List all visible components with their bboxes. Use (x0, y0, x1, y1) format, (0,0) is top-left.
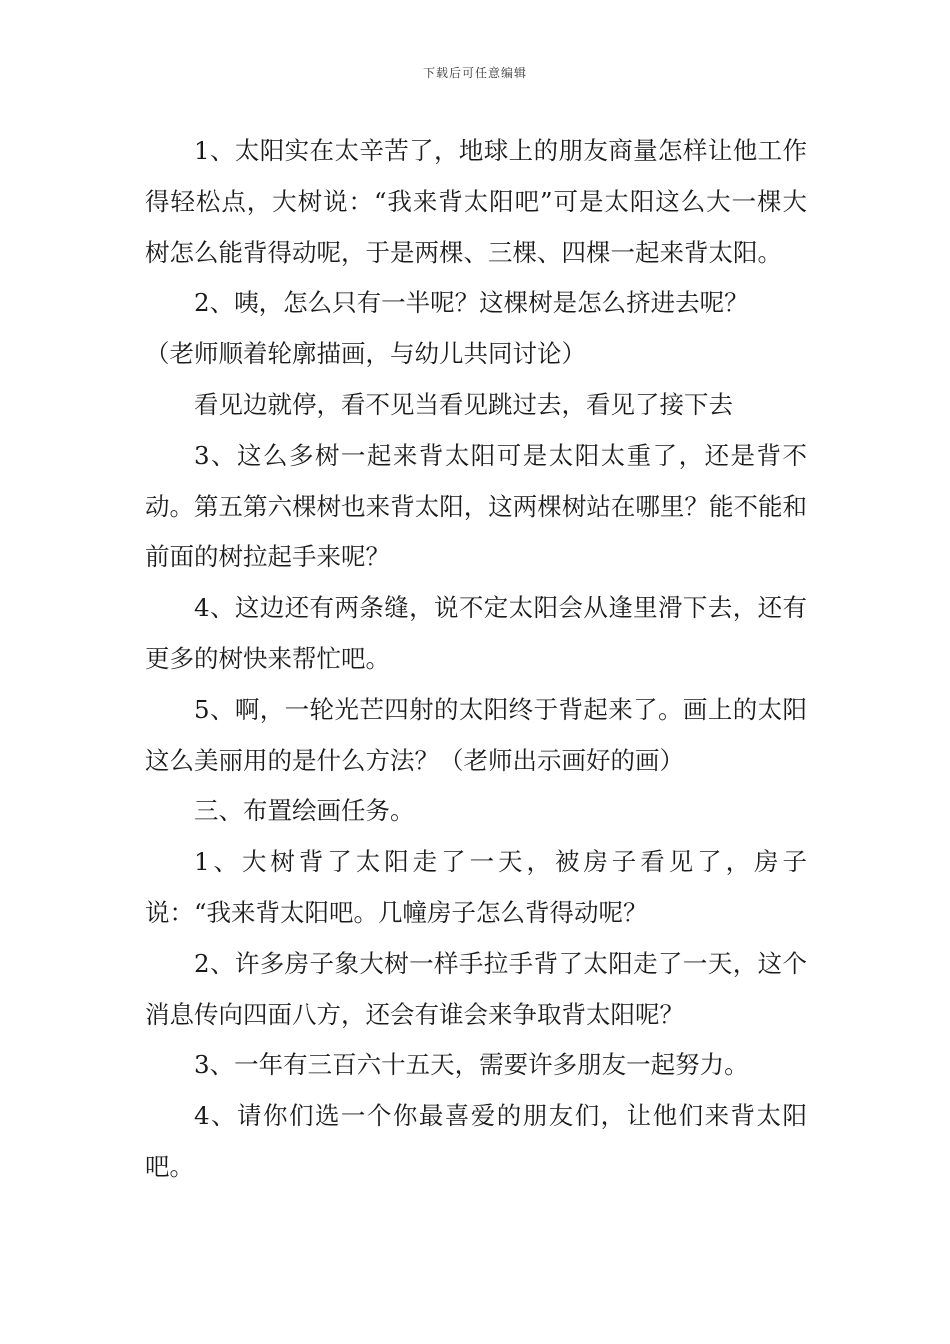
document-body (145, 126, 807, 1193)
paragraph-7: 5、啊，一轮光芒四射的太阳终于背起来了。画上的太阳这么美丽用的是什么方法？（老师出示画好的画） (145, 694, 807, 775)
paragraph-6: 4、这边还有两条缝，说不定太阳会从逢里滑下去，还有更多的树快来帮忙吧。 (145, 593, 807, 673)
paragraph-4: 看见边就停，看不见当看见跳过去，看见了接下去 (194, 389, 733, 419)
paragraph-2: 2、咦，怎么只有一半呢？这棵树是怎么挤进去呢？ (194, 288, 749, 318)
paragraph-10: 2、许多房子象大树一样手拉手背了太阳走了一天，这个消息传向四面八方，还会有谁会来争取背太阳呢？ (145, 948, 807, 1029)
paragraph-3: （老师顺着轮廓描画，与幼儿共同讨论） (145, 339, 586, 369)
paragraph-9: 1、大树背了太阳走了一天，被房子看见了，房子说：“我来背太阳吧。几幢房子怎么背得动呢？ (145, 847, 807, 927)
section-heading: 三、布置绘画任务。 (194, 796, 415, 826)
page-header: 下载后可任意编辑 (422, 66, 527, 80)
paragraph-5: 3、这么多树一起来背太阳可是太阳太重了，还是背不动。第五第六棵树也来背太阳，这两棵树站在哪里？能不能和前面的树拉起手来呢？ (145, 440, 807, 572)
paragraph-1: 1、太阳实在太辛苦了，地球上的朋友商量怎样让他工作得轻松点，大树说：“我来背太阳吧”可是太阳这么大一棵大树怎么能背得动呢，于是两棵、三棵、四棵一起来背太阳。 (145, 136, 807, 267)
paragraph-11: 3、一年有三百六十五天，需要许多朋友一起努力。 (194, 1050, 749, 1080)
paragraph-12: 4、请你们选一个你最喜爱的朋友们，让他们来背太阳吧。 (145, 1101, 807, 1181)
